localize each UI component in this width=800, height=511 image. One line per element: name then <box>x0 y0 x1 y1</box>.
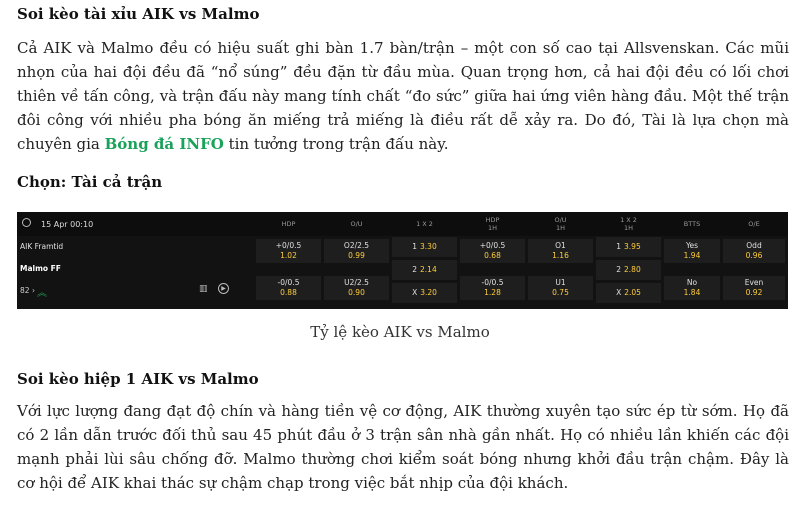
odds-ou-over[interactable]: O2/2.5 0.99 <box>324 239 389 263</box>
odds-1x2-1h-away[interactable]: 2 2.80 <box>596 260 661 280</box>
odds-hdp-1h-home[interactable]: +0/0.5 0.68 <box>460 239 525 263</box>
paragraph-over-under <box>17 36 789 156</box>
odds-hdp-home[interactable]: +0/0.5 1.02 <box>256 239 321 263</box>
clock-icon <box>22 218 31 227</box>
heading-over-under: Soi kèo tài xỉu AIK vs Malmo <box>17 5 260 23</box>
match-date: 15 Apr 00:10 <box>41 220 94 229</box>
odds-ou-under[interactable]: U2/2.5 0.90 <box>324 276 389 300</box>
chevron-right-icon: › <box>31 286 35 295</box>
col-header-ou-1h: O/U 1H <box>554 216 567 232</box>
col-header-hdp: HDP <box>281 220 296 228</box>
odds-1x2-home[interactable]: 1 3.30 <box>392 237 457 257</box>
odds-ou-1h-over[interactable]: O1 1.16 <box>528 239 593 263</box>
image-caption: Tỷ lệ kèo AIK vs Malmo <box>310 323 490 341</box>
col-header-1x2: 1 X 2 <box>416 220 433 228</box>
odds-hdp-1h-away[interactable]: -0/0.5 1.28 <box>460 276 525 300</box>
odds-oe-odd[interactable]: Odd 0.96 <box>723 239 785 263</box>
col-header-ou: O/U <box>350 220 363 228</box>
double-chevron-up-icon[interactable]: ︽ <box>37 288 47 299</box>
home-team: AIK Framtid <box>20 242 64 251</box>
play-icon[interactable]: ▶ <box>218 283 229 294</box>
more-markets[interactable]: 82 › <box>20 286 35 295</box>
col-header-btts: BTTS <box>683 220 701 228</box>
odds-1x2-1h-home[interactable]: 1 3.95 <box>596 237 661 257</box>
col-header-hdp-1h: HDP 1H <box>485 216 500 232</box>
away-team: Malmo FF <box>20 264 61 273</box>
odds-btts-no[interactable]: No 1.84 <box>664 276 720 300</box>
heading-first-half: Soi kèo hiệp 1 AIK vs Malmo <box>17 370 259 388</box>
odds-oe-even[interactable]: Even 0.92 <box>723 276 785 300</box>
col-header-oe: O/E <box>748 220 760 228</box>
odds-ou-1h-under[interactable]: U1 0.75 <box>528 276 593 300</box>
bongda-info-link[interactable]: Bóng đá INFO <box>104 135 224 153</box>
paragraph-text-2: tin tưởng trong trận đấu này. <box>223 135 449 153</box>
odds-widget <box>17 212 788 309</box>
odds-btts-yes[interactable]: Yes 1.94 <box>664 239 720 263</box>
pick-heading: Chọn: Tài cả trận <box>17 173 163 191</box>
odds-1x2-1h-draw[interactable]: X 2.05 <box>596 283 661 303</box>
paragraph-text-1: Cả AIK và Malmo đều có hiệu suất ghi bàn 1.7 bàn/trận – một con số cao tại Allsvenskan. Các mũi nhọn của hai đội đều đã “nổ súng” đều đặn từ đầu mùa. Quan trọng hơn, cả hai đội đều có lối chơi thiên về tấn công, và trận đấu này mang tính chất “đo sức” giữa hai ứng viên hàng đầu. Một thế trận đôi công với nhiều pha bóng ăn miếng trả miếng là điều rất dễ xảy ra. Do đó, Tài là lựa chọn mà chuyên gia <box>17 39 789 153</box>
col-header-1x2-1h: 1 X 2 1H <box>620 216 637 232</box>
odds-1x2-away[interactable]: 2 2.14 <box>392 260 457 280</box>
odds-1x2-draw[interactable]: X 3.20 <box>392 283 457 303</box>
odds-hdp-away[interactable]: -0/0.5 0.88 <box>256 276 321 300</box>
stats-icon[interactable]: ▥ <box>199 284 208 294</box>
paragraph-first-half: Với lực lượng đang đạt độ chín và hàng tiền vệ cơ động, AIK thường xuyên tạo sức ép từ sớm. Họ đã có 2 lần dẫn trước đối thủ sau 45 phút đầu ở 3 trận sân nhà gần nhất. Họ có nhiều lần khiến các đội mạnh phải lùi sâu chống đỡ. Malmo thường chơi kiểm soát bóng nhưng khởi đầu trận chậm. Đây là cơ hội để AIK khai thác sự chậm chạp trong việc bắt nhịp của đội khách. <box>17 402 789 492</box>
